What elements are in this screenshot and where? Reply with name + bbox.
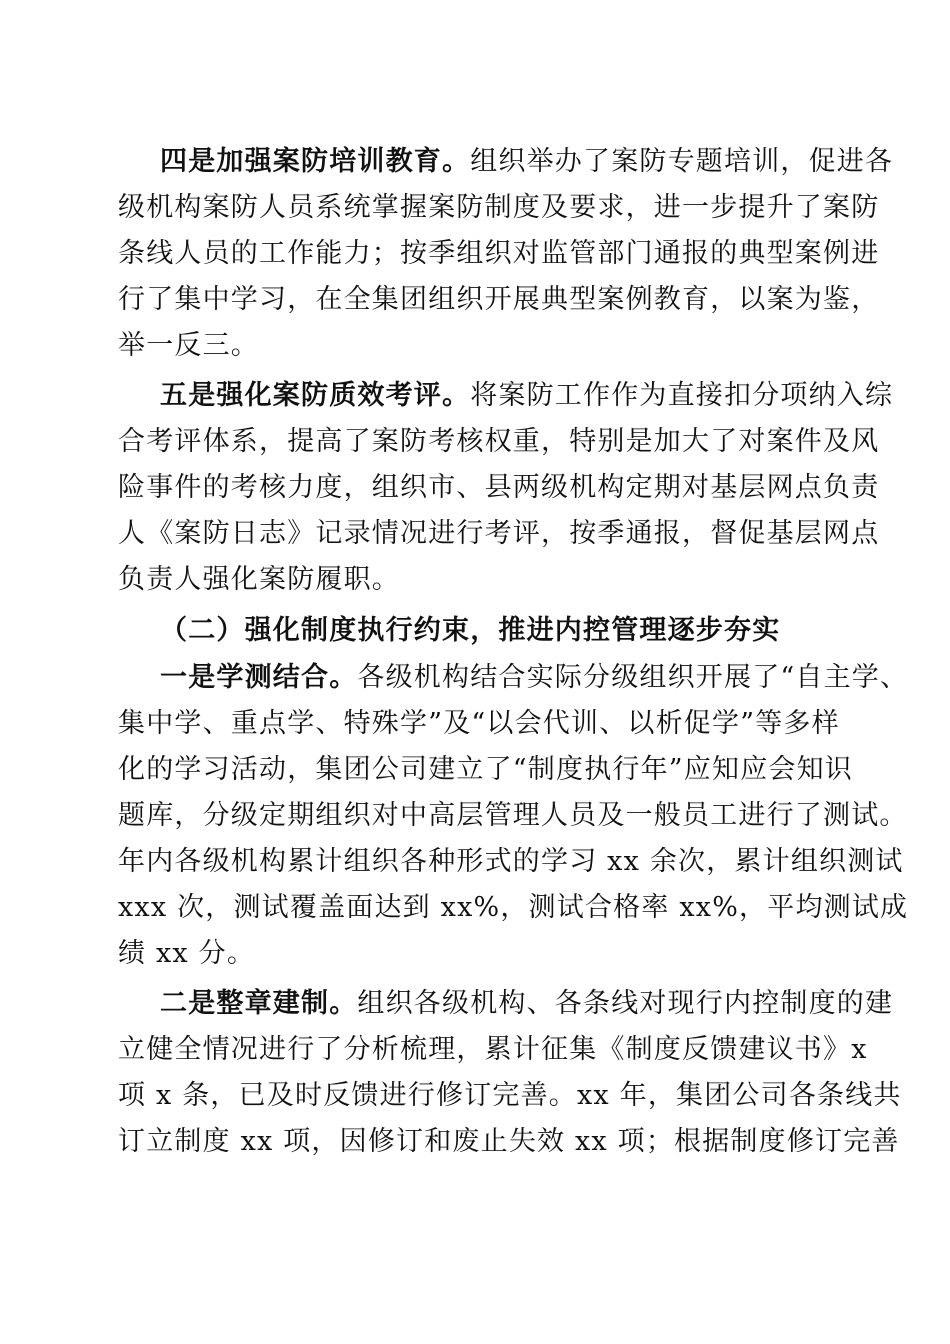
paragraph-text: 将案防工作作为直接扣分项纳入综	[470, 380, 894, 411]
paragraph-line: 险事件的考核力度，组织市、县两级机构定期对基层网点负责	[118, 472, 880, 503]
paragraph-line	[160, 654, 909, 702]
paragraph-text: 组织举办了案防专题培训，促进各	[470, 146, 894, 177]
paragraph-line: xxx 次，测试覆盖面达到 xx%，测试合格率 xx%，平均测试成	[118, 892, 909, 923]
paragraph-lead: 四是加强案防培训教育。	[160, 146, 471, 177]
paragraph-line: 条线人员的工作能力；按季组织对监管部门通报的典型案例进	[118, 238, 880, 269]
paragraph-text: 各级机构结合实际分级组织开展了“自主学、	[357, 662, 909, 693]
paragraph-line: 集中学、重点学、特殊学”及“以会代训、以析促学”等多样	[118, 708, 840, 739]
paragraph-line: 年内各级机构累计组织各种形式的学习 xx 余次，累计组织测试	[118, 846, 904, 877]
paragraph-lead: 五是强化案防质效考评。	[160, 380, 471, 411]
paragraph-line: 订立制度 xx 项，因修订和废止失效 xx 项；根据制度修订完善	[118, 1126, 900, 1157]
paragraph-line	[160, 138, 894, 186]
paragraph-line: 化的学习活动，集团公司建立了“制度执行年”应知应会知识	[118, 754, 854, 785]
paragraph-line: 合考评体系，提高了案防考核权重，特别是加大了对案件及风	[118, 426, 880, 457]
paragraph-text: 组织各级机构、各条线对现行内控制度的建	[357, 988, 894, 1019]
paragraph-line	[160, 980, 894, 1028]
paragraph-line: 绩 xx 分。	[118, 938, 256, 969]
paragraph-lead: 一是学测结合。	[160, 662, 358, 693]
paragraph-line: 举一反三。	[118, 330, 259, 361]
paragraph-line: 立健全情况进行了分析梳理，累计征集《制度反馈建议书》x	[118, 1034, 868, 1065]
paragraph-lead: 二是整章建制。	[160, 988, 358, 1019]
paragraph-line: 人《案防日志》记录情况进行考评，按季通报，督促基层网点	[118, 518, 880, 549]
paragraph-line	[160, 372, 894, 420]
paragraph-line: 题库，分级定期组织对中高层管理人员及一般员工进行了测试。	[118, 800, 908, 831]
paragraph-line: 项 x 条，已及时反馈进行修订完善。xx 年，集团公司各条线共	[118, 1080, 902, 1111]
section-heading: （二）强化制度执行约束，推进内控管理逐步夯实	[160, 615, 781, 646]
paragraph-line: 负责人强化案防履职。	[118, 564, 400, 595]
paragraph-line: 行了集中学习，在全集团组织开展典型案例教育，以案为鉴，	[118, 284, 880, 315]
paragraph-line: 级机构案防人员系统掌握案防制度及要求，进一步提升了案防	[118, 192, 880, 223]
